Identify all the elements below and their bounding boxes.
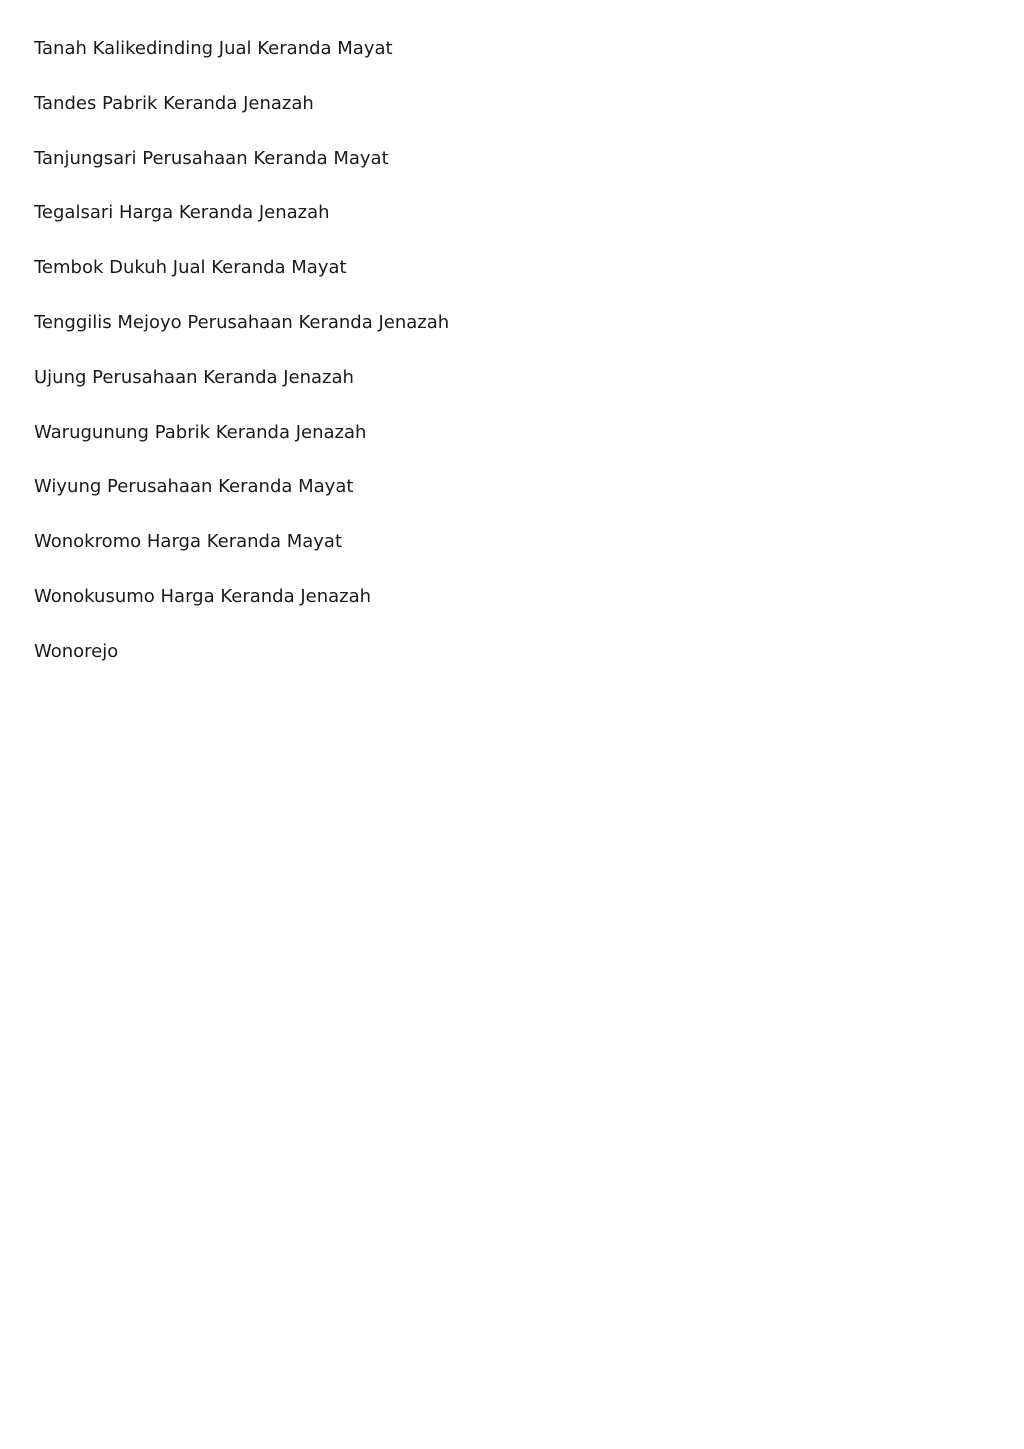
- list-item: Wonorejo: [34, 640, 119, 662]
- list-item: Tembok Dukuh Jual Keranda Mayat: [34, 257, 347, 279]
- list-item: Wiyung Perusahaan Keranda Mayat: [34, 476, 354, 498]
- entry-list: [34, 36, 449, 694]
- list-item: Tandes Pabrik Keranda Jenazah: [34, 92, 314, 114]
- list-item: Warugunung Pabrik Keranda Jenazah: [34, 421, 367, 443]
- list-item: Wonokromo Harga Keranda Mayat: [34, 531, 343, 553]
- list-item: Ujung Perusahaan Keranda Jenazah: [34, 366, 354, 388]
- list-item: Wonokusumo Harga Keranda Jenazah: [34, 585, 372, 607]
- list-item: Tenggilis Mejoyo Perusahaan Keranda Jenazah: [34, 311, 450, 333]
- list-item: Tanah Kalikedinding Jual Keranda Mayat: [34, 38, 393, 59]
- list-item: Tegalsari Harga Keranda Jenazah: [34, 202, 330, 224]
- list-item: Tanjungsari Perusahaan Keranda Mayat: [34, 147, 389, 169]
